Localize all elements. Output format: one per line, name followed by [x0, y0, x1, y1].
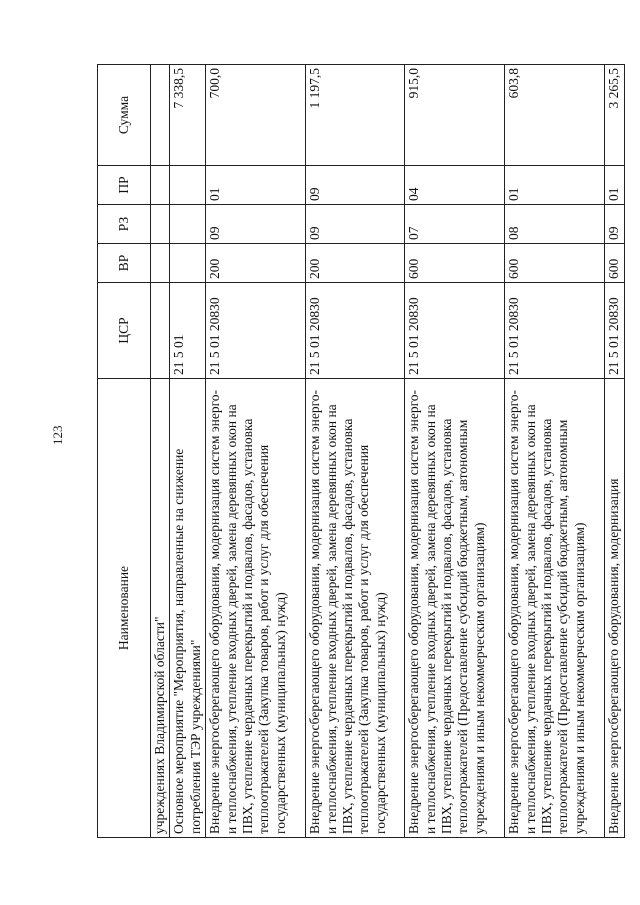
cell-pr: [151, 166, 170, 205]
column-header-csr: ЦСР: [98, 283, 151, 379]
table-row: [505, 65, 605, 838]
cell-vr: 600: [605, 244, 624, 283]
cell-vr: 200: [206, 244, 306, 283]
cell-pr: 01: [206, 166, 306, 205]
cell-name: Внедрение энергосберегающего оборудования, модернизация систем энерго- и теплоснабжения, утепление входных дверей, замена деревянных окон на ПВХ, утепление чердачных перекрытий и подвалов, фасадов, установка теплоотражателей (Предоставление субсидий бюджетным, автономным учреждениям и иным некоммерческим организациям): [505, 379, 605, 838]
cell-sum: [151, 65, 170, 166]
table-row: [170, 65, 206, 838]
cell-name: Внедрение энергосберегающего оборудования, модернизация систем энерго- и теплоснабжения, утепление входных дверей, замена деревянных окон на ПВХ, утепление чердачных перекрытий и подвалов, фасадов, установка теплоотражателей (Предоставление субсидий бюджетным, автономным учреждениям и иным некоммерческим организациям): [405, 379, 505, 838]
cell-name: Внедрение энергосберегающего оборудования, модернизация: [605, 379, 624, 838]
cell-rz: 08: [505, 205, 605, 244]
cell-rz: 09: [206, 205, 306, 244]
cell-pr: 01: [505, 166, 605, 205]
cell-csr: 21 5 01: [170, 283, 206, 379]
cell-vr: 600: [405, 244, 505, 283]
table-header-row: [98, 65, 151, 838]
cell-vr: [170, 244, 206, 283]
cell-pr: 04: [405, 166, 505, 205]
cell-name: учреждениях Владимирской области": [151, 379, 170, 838]
cell-rz: 09: [306, 205, 405, 244]
cell-name: Основное мероприятие "Мероприятия, направленные на снижение потребления ТЭР учреждениями": [170, 379, 206, 838]
cell-rz: 07: [405, 205, 505, 244]
cell-pr: [170, 166, 206, 205]
column-header-sum: Сумма: [98, 65, 151, 166]
cell-sum: 3 265,5: [605, 65, 624, 166]
cell-csr: 21 5 01 20830: [505, 283, 605, 379]
cell-sum: 700,0: [206, 65, 306, 166]
column-header-pr: ПР: [98, 166, 151, 205]
cell-sum: 1 197,5: [306, 65, 405, 166]
cell-rz: 09: [605, 205, 624, 244]
cell-csr: 21 5 01 20830: [306, 283, 405, 379]
column-header-vr: ВР: [98, 244, 151, 283]
cell-csr: 21 5 01 20830: [605, 283, 624, 379]
cell-sum: 915,0: [405, 65, 505, 166]
cell-vr: 200: [306, 244, 405, 283]
table-row: [605, 65, 624, 838]
cell-vr: [151, 244, 170, 283]
cell-name: Внедрение энергосберегающего оборудования, модернизация систем энерго- и теплоснабжения, утепление входных дверей, замена деревянных окон на ПВХ, утепление чердачных перекрытий и подвалов, фасадов, установка теплоотражателей (Закупка товаров, работ и услуг для обеспечения государственных (муниципальных) нужд): [306, 379, 405, 838]
budget-table: [97, 64, 625, 838]
cell-vr: 600: [505, 244, 605, 283]
table-row: [206, 65, 306, 838]
table-row: [405, 65, 505, 838]
cell-pr: 01: [605, 166, 624, 205]
cell-csr: 21 5 01 20830: [405, 283, 505, 379]
cell-rz: [170, 205, 206, 244]
column-header-name: Наименование: [98, 379, 151, 838]
column-header-rz: РЗ: [98, 205, 151, 244]
cell-csr: [151, 283, 170, 379]
cell-csr: 21 5 01 20830: [206, 283, 306, 379]
cell-name: Внедрение энергосберегающего оборудования, модернизация систем энерго- и теплоснабжения, утепление входных дверей, замена деревянных окон на ПВХ, утепление чердачных перекрытий и подвалов, фасадов, установка теплоотражателей (Закупка товаров, работ и услуг для обеспечения государственных (муниципальных) нужд): [206, 379, 306, 838]
cell-pr: 09: [306, 166, 405, 205]
table-row: [306, 65, 405, 838]
table-row: [151, 65, 170, 838]
cell-sum: 603,8: [505, 65, 605, 166]
budget-table-container: [97, 65, 622, 838]
cell-sum: 7 338,5: [170, 65, 206, 166]
cell-rz: [151, 205, 170, 244]
page-number: 123: [50, 425, 65, 445]
